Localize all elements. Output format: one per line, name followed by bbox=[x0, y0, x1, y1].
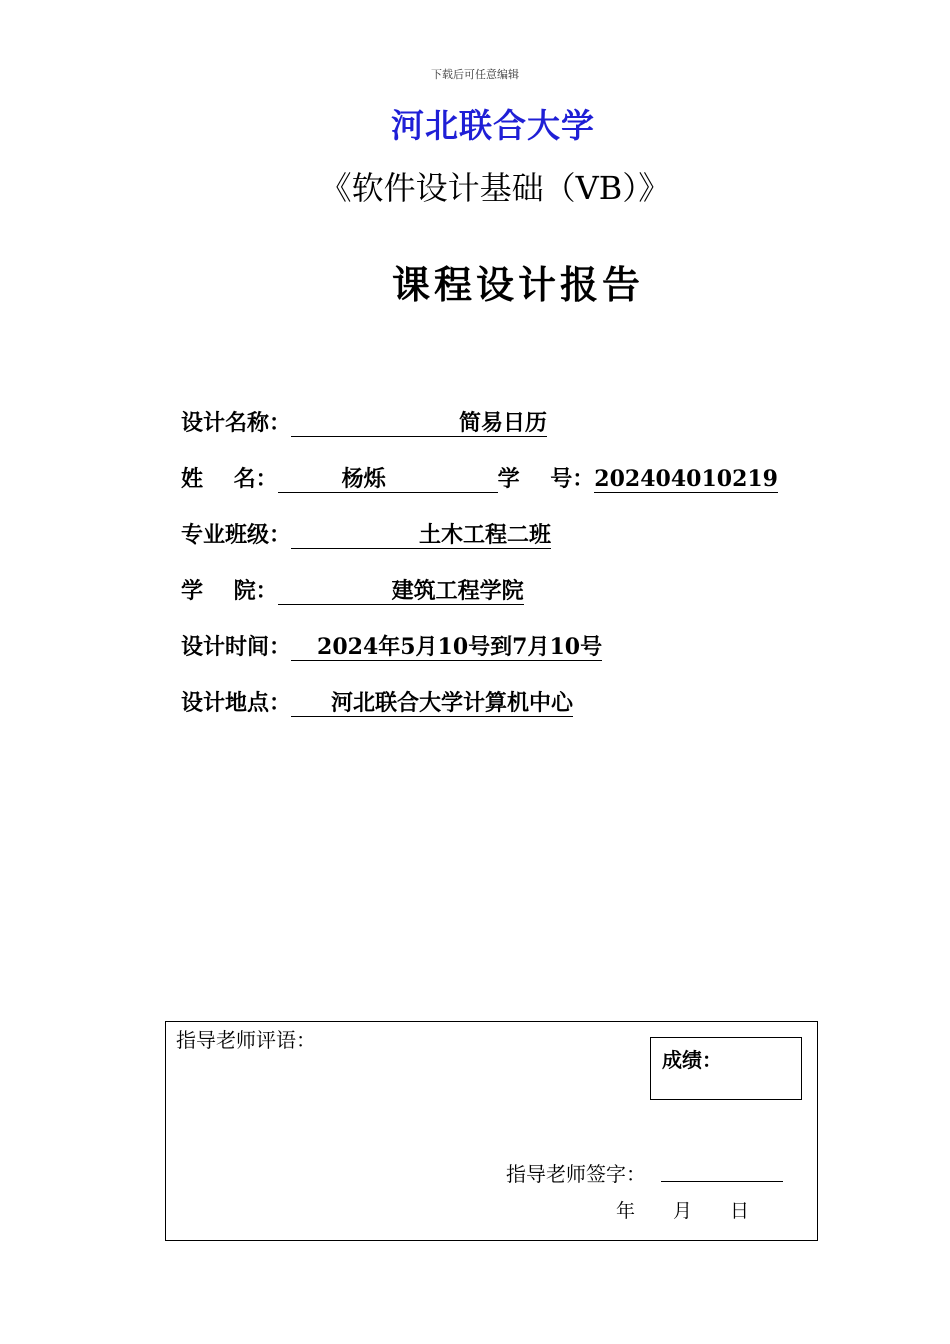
score-label: 成绩： bbox=[662, 1048, 722, 1072]
student-id-value: 202404010219 bbox=[594, 466, 778, 492]
course-title: 《软件设计基础（VB）》 bbox=[319, 169, 671, 207]
signature-label: 指导老师签字： bbox=[506, 1162, 646, 1186]
name-row bbox=[181, 464, 778, 494]
name-value: 杨烁 bbox=[278, 466, 498, 493]
university-name: 河北联合大学 bbox=[391, 106, 595, 145]
college-row bbox=[181, 576, 524, 606]
major-class-label: 专业班级： bbox=[181, 522, 292, 548]
design-name-row bbox=[181, 408, 547, 438]
design-time-value: 2024年5月10号到7月10号 bbox=[291, 634, 602, 661]
evaluation-comment-label: 指导老师评语： bbox=[176, 1028, 316, 1052]
design-place-value: 河北联合大学计算机中心 bbox=[291, 690, 573, 717]
design-place-label: 设计地点： bbox=[181, 690, 292, 716]
name-label: 姓 名： bbox=[181, 466, 278, 492]
date-day-label: 日 bbox=[730, 1200, 750, 1222]
report-title: 课程设计报告 bbox=[391, 262, 644, 307]
design-time-label: 设计时间： bbox=[181, 634, 292, 660]
design-name-value: 简易日历 bbox=[291, 410, 547, 437]
design-name-label: 设计名称： bbox=[181, 410, 292, 436]
major-class-value: 土木工程二班 bbox=[291, 522, 551, 549]
student-id-label: 学 号： bbox=[497, 466, 595, 492]
date-line bbox=[616, 1196, 749, 1223]
header-note: 下载后可任意编辑 bbox=[431, 68, 519, 81]
design-place-row bbox=[181, 688, 573, 718]
design-time-row bbox=[181, 632, 602, 662]
date-year-label: 年 bbox=[616, 1200, 636, 1222]
major-class-row bbox=[181, 520, 551, 550]
date-month-label: 月 bbox=[673, 1200, 693, 1222]
college-value: 建筑工程学院 bbox=[278, 578, 524, 605]
signature-line bbox=[661, 1181, 783, 1182]
college-label: 学 院： bbox=[181, 578, 278, 604]
